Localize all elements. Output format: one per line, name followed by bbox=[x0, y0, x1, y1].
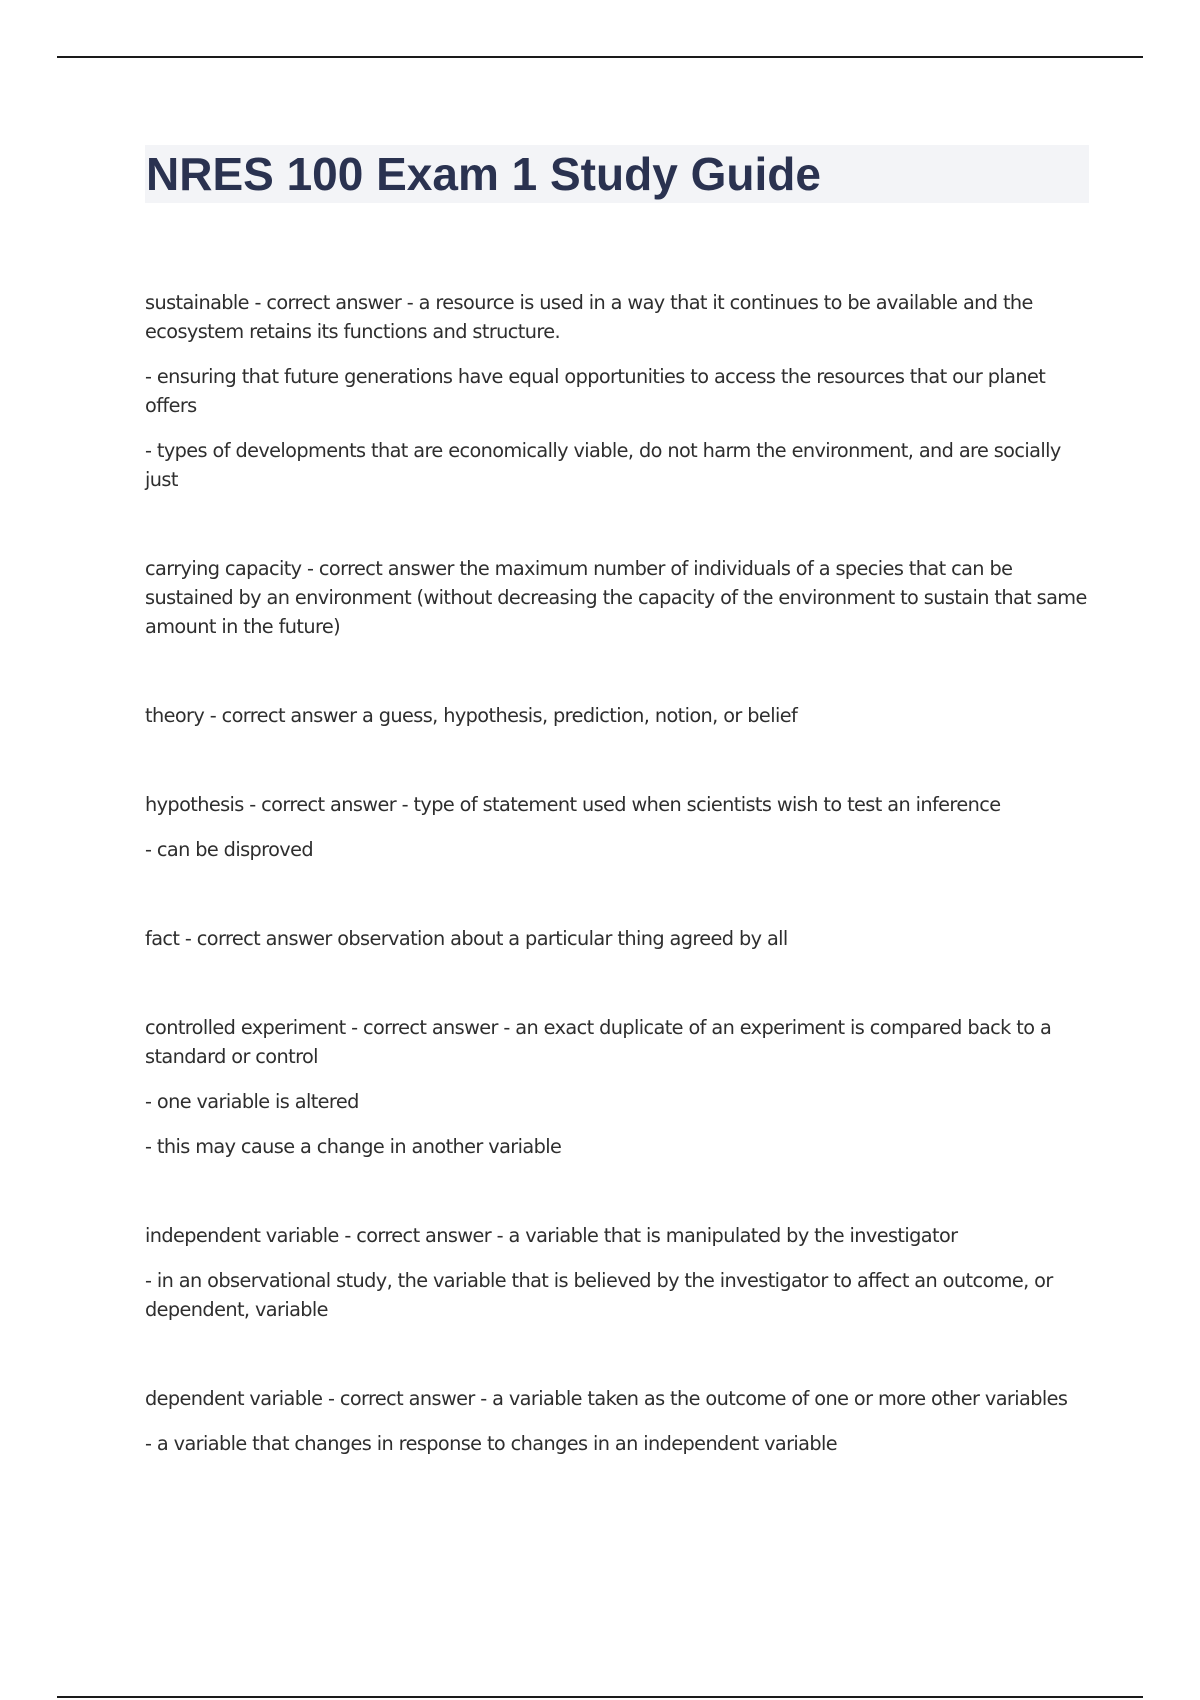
entry-line: - one variable is altered bbox=[145, 1090, 359, 1113]
entry-line: sustainable - correct answer - a resource is used in a way that it continues to be available and the ecosystem retains its functions and structure. bbox=[145, 291, 1033, 343]
entry-line: - a variable that changes in response to changes in an independent variable bbox=[145, 1432, 838, 1455]
bottom-rule bbox=[57, 1696, 1143, 1698]
entry-carrying-capacity bbox=[145, 554, 1090, 641]
entry-line: fact - correct answer observation about a particular thing agreed by all bbox=[145, 927, 788, 950]
entry-hypothesis bbox=[145, 790, 1090, 864]
entry-line: - this may cause a change in another variable bbox=[145, 1135, 562, 1158]
entry-line: independent variable - correct answer - a variable that is manipulated by the investigator bbox=[145, 1224, 958, 1247]
entry-controlled-experiment bbox=[145, 1013, 1090, 1161]
entry-line: dependent variable - correct answer - a variable taken as the outcome of one or more other variables bbox=[145, 1387, 1068, 1410]
entry-fact bbox=[145, 924, 1090, 953]
entry-line: - in an observational study, the variable that is believed by the investigator to affect an outcome, or dependent, variable bbox=[145, 1269, 1053, 1321]
entry-line: - can be disproved bbox=[145, 838, 313, 861]
entry-line: theory - correct answer a guess, hypothesis, prediction, notion, or belief bbox=[145, 704, 798, 727]
entry-line: carrying capacity - correct answer the maximum number of individuals of a species that can be sustained by an environment (without decreasing the capacity of the environment to sustain that same amount in the future) bbox=[145, 557, 1087, 638]
entry-dependent-variable bbox=[145, 1384, 1090, 1458]
top-rule bbox=[57, 56, 1143, 58]
study-guide-content bbox=[145, 288, 1090, 1518]
entry-sustainable bbox=[145, 288, 1090, 494]
entry-line: - ensuring that future generations have equal opportunities to access the resources that our planet offers bbox=[145, 365, 1046, 417]
document-title: NRES 100 Exam 1 Study Guide bbox=[146, 148, 821, 200]
entry-independent-variable bbox=[145, 1221, 1090, 1324]
entry-line: hypothesis - correct answer - type of statement used when scientists wish to test an inference bbox=[145, 793, 1001, 816]
entry-theory bbox=[145, 701, 1090, 730]
entry-line: - types of developments that are economically viable, do not harm the environment, and are socially just bbox=[145, 439, 1061, 491]
entry-line: controlled experiment - correct answer - an exact duplicate of an experiment is compared back to a standard or control bbox=[145, 1016, 1052, 1068]
